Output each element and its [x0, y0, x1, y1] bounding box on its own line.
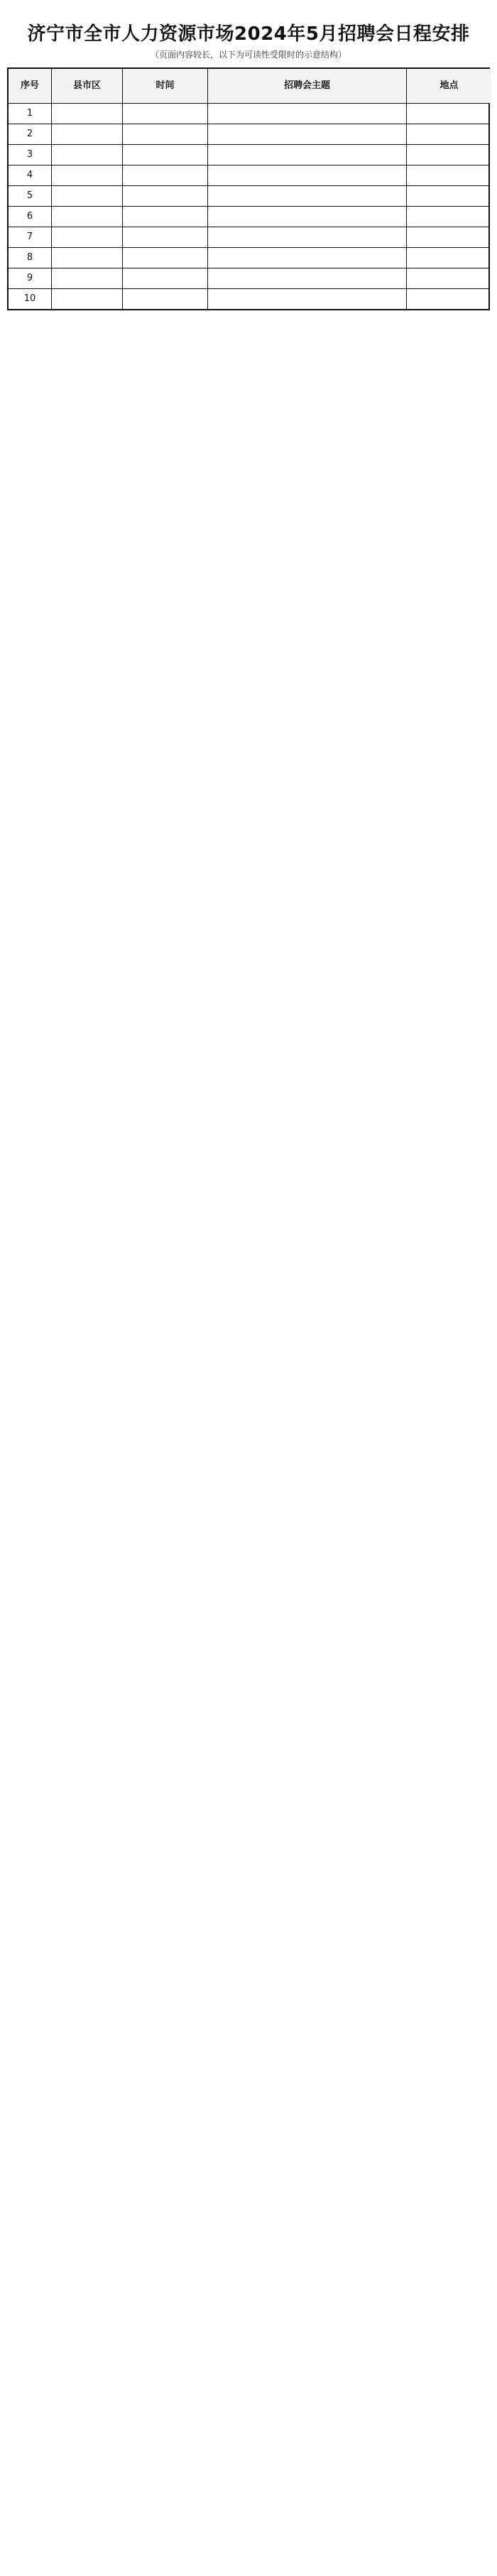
cell-county	[51, 104, 122, 124]
table-row	[9, 206, 488, 227]
cell-no: 2	[26, 129, 33, 139]
cell-no: 1	[26, 108, 33, 119]
cell-place	[406, 145, 491, 165]
table-header-row	[9, 69, 488, 103]
cell-theme	[207, 289, 406, 309]
cell-place	[406, 207, 491, 227]
cell-theme	[207, 186, 406, 206]
cell-theme	[207, 227, 406, 247]
cell-theme	[207, 124, 406, 144]
cell-no: 10	[23, 293, 36, 304]
cell-time	[122, 124, 207, 144]
schedule-table	[7, 67, 490, 310]
cell-county	[51, 165, 122, 185]
cell-county	[51, 207, 122, 227]
cell-time	[122, 104, 207, 124]
header-theme: 招聘会主题	[207, 69, 406, 103]
cell-theme	[207, 165, 406, 185]
cell-theme	[207, 248, 406, 268]
cell-no: 7	[26, 232, 33, 242]
cell-county	[51, 268, 122, 288]
cell-no: 9	[26, 273, 33, 283]
cell-place	[406, 227, 491, 247]
cell-theme	[207, 145, 406, 165]
table-row	[9, 268, 488, 288]
cell-place	[406, 289, 491, 309]
table-row	[9, 165, 488, 185]
cell-county	[51, 124, 122, 144]
cell-no: 5	[26, 190, 33, 201]
cell-place	[406, 186, 491, 206]
cell-theme	[207, 104, 406, 124]
cell-no: 4	[26, 170, 33, 180]
cell-place	[406, 104, 491, 124]
cell-no: 3	[26, 149, 33, 160]
header-no: 序号	[9, 69, 51, 103]
cell-county	[51, 248, 122, 268]
cell-time	[122, 227, 207, 247]
cell-time	[122, 145, 207, 165]
cell-theme	[207, 268, 406, 288]
cell-no: 8	[26, 252, 33, 263]
table-row	[9, 247, 488, 268]
cell-county	[51, 186, 122, 206]
header-time: 时间	[122, 69, 207, 103]
cell-county	[51, 145, 122, 165]
page-note: （页面内容较长，以下为可读性受限时的示意结构）	[150, 50, 346, 60]
cell-time	[122, 207, 207, 227]
cell-place	[406, 268, 491, 288]
cell-time	[122, 268, 207, 288]
table-row	[9, 185, 488, 206]
table-row	[9, 124, 488, 144]
cell-time	[122, 186, 207, 206]
cell-time	[122, 289, 207, 309]
cell-place	[406, 165, 491, 185]
table-row	[9, 144, 488, 165]
cell-no: 6	[26, 211, 33, 222]
cell-time	[122, 165, 207, 185]
header-place: 地点	[406, 69, 491, 103]
cell-place	[406, 248, 491, 268]
page-title: 济宁市全市人力资源市场2024年5月招聘会日程安排	[27, 23, 470, 45]
cell-theme	[207, 207, 406, 227]
header-county: 县市区	[51, 69, 122, 103]
table-row	[9, 288, 488, 309]
cell-county	[51, 289, 122, 309]
table-row	[9, 103, 488, 124]
cell-time	[122, 248, 207, 268]
table-row	[9, 227, 488, 247]
cell-place	[406, 124, 491, 144]
cell-county	[51, 227, 122, 247]
